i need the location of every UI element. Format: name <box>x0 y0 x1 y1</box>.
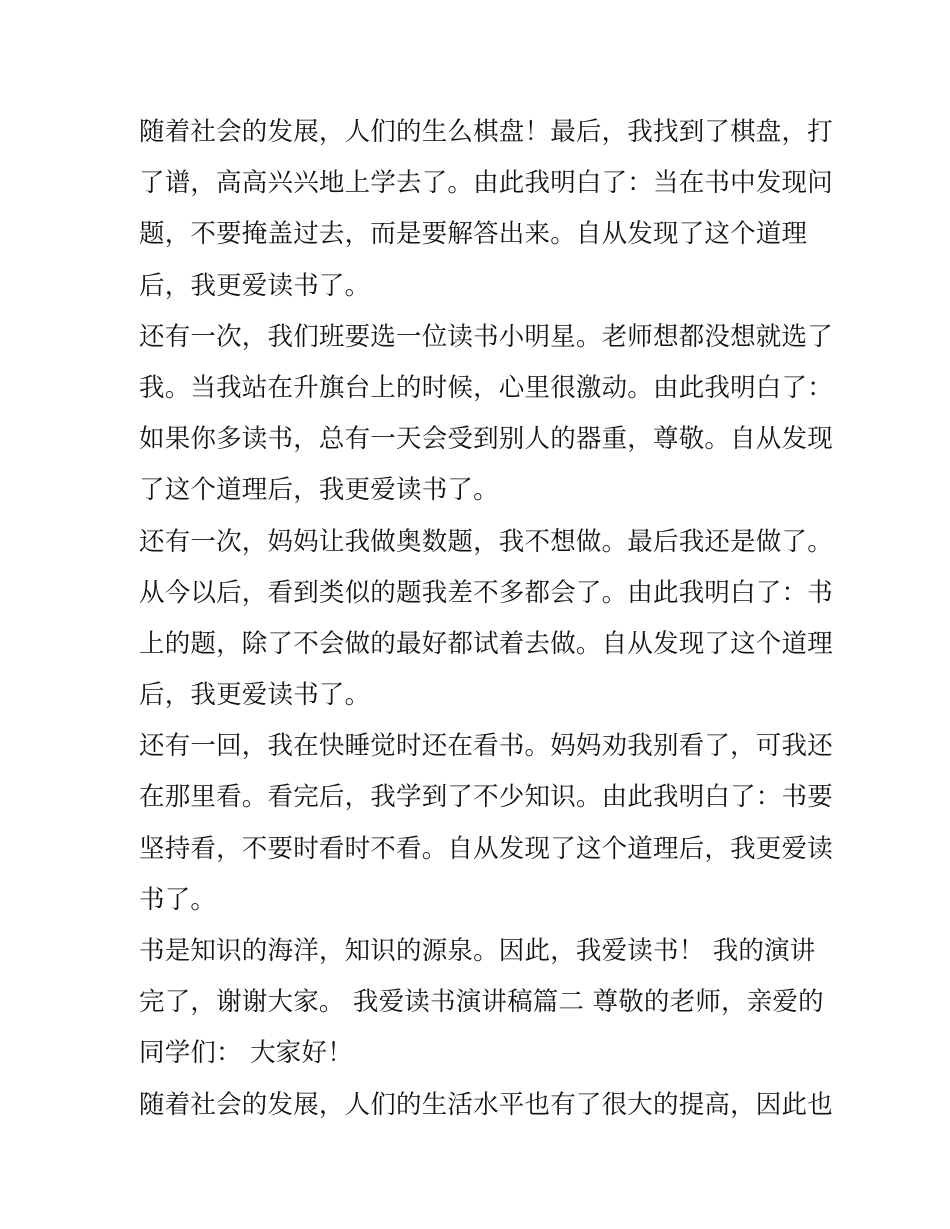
text-line-18: 完了，谢谢大家。 我爱读书演讲稿篇二 尊敬的老师，亲爱的 <box>139 987 824 1018</box>
document-body <box>139 107 833 1131</box>
text-line-13: 还有一回，我在快睡觉时还在看书。妈妈劝我别看了，可我还 <box>139 731 833 762</box>
text-line-20: 随着社会的发展，人们的生活水平也有了很大的提高，因此也 <box>139 1089 833 1120</box>
text-line-16: 书了。 <box>139 884 217 915</box>
text-line-7: 如果你多读书，总有一天会受到别人的器重，尊敬。自从发现 <box>139 424 833 455</box>
text-line-19: 同学们： 大家好！ <box>139 1038 353 1069</box>
text-line-11: 上的题，除了不会做的最好都试着去做。自从发现了这个道理 <box>139 628 833 659</box>
text-line-2: 了谱，高高兴兴地上学去了。由此我明白了：当在书中发现问 <box>139 168 833 199</box>
text-line-4: 后，我更爱读书了。 <box>139 270 371 301</box>
text-line-15: 坚持看，不要时看时不看。自从发现了这个道理后，我更爱读 <box>139 833 833 864</box>
text-line-12: 后，我更爱读书了。 <box>139 680 371 711</box>
text-line-3: 题，不要掩盖过去，而是要解答出来。自从发现了这个道理 <box>139 219 808 250</box>
text-line-17: 书是知识的海洋，知识的源泉。因此，我爱读书！ 我的演讲 <box>139 936 816 966</box>
text-line-8: 了这个道理后，我更爱读书了。 <box>139 475 499 506</box>
text-line-10: 从今以后，看到类似的题我差不多都会了。由此我明白了：书 <box>139 577 833 608</box>
text-line-1: 随着社会的发展，人们的生么棋盘！最后，我找到了棋盘，打 <box>139 117 833 147</box>
text-line-6: 我。当我站在升旗台上的时候，心里很激动。由此我明白了： <box>139 372 833 403</box>
text-line-9: 还有一次，妈妈让我做奥数题，我不想做。最后我还是做了。 <box>139 526 833 557</box>
text-line-14: 在那里看。看完后，我学到了不少知识。由此我明白了：书要 <box>139 782 833 813</box>
text-line-5: 还有一次，我们班要选一位读书小明星。老师想都没想就选了 <box>139 321 833 352</box>
